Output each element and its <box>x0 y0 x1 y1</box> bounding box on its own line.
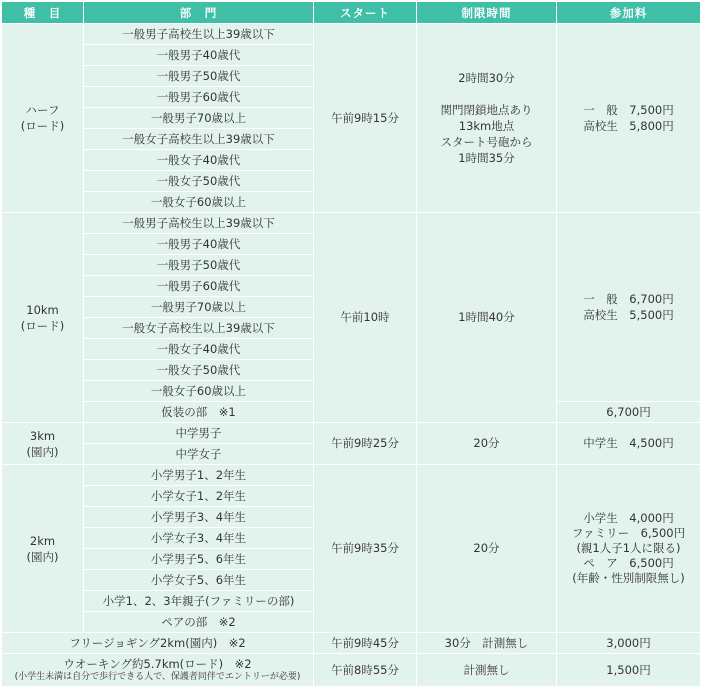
fee-10km: 一 般 6,700円 高校生 5,500円 <box>557 213 701 402</box>
header-division: 部 門 <box>84 2 314 24</box>
table-row <box>2 24 701 45</box>
table-row <box>2 654 701 687</box>
header-row <box>2 2 701 24</box>
division-cell: 一般男子50歳代 <box>84 66 314 87</box>
fee-half: 一 般 7,500円 高校生 5,800円 <box>557 24 701 213</box>
division-cell: 中学男子 <box>84 423 314 444</box>
division-cell: 小学男子3、4年生 <box>84 507 314 528</box>
limit-2km: 20分 <box>417 465 557 633</box>
division-cell: ペアの部 ※2 <box>84 612 314 633</box>
fee-jogging: 3,000円 <box>557 633 701 654</box>
division-cell: 一般男子70歳以上 <box>84 108 314 129</box>
table-row <box>2 213 701 234</box>
limit-10km: 1時間40分 <box>417 213 557 423</box>
division-cell: 一般女子50歳代 <box>84 360 314 381</box>
division-cell: 小学女子1、2年生 <box>84 486 314 507</box>
header-time-limit: 制限時間 <box>417 2 557 24</box>
division-cell: 一般女子50歳代 <box>84 171 314 192</box>
event-walking <box>2 654 314 687</box>
fee-2km: 小学生 4,000円 ファミリー 6,500円 (親1人子1人に限る) ペ ア 6,500円 (年齢・性別制限無し) <box>557 465 701 633</box>
limit-3km: 20分 <box>417 423 557 465</box>
division-cell: 小学女子3、4年生 <box>84 528 314 549</box>
header-event: 種 目 <box>2 2 84 24</box>
division-cell: 一般男子40歳代 <box>84 234 314 255</box>
start-walking: 午前8時55分 <box>314 654 417 687</box>
table-row <box>2 465 701 486</box>
entry-table <box>1 1 701 687</box>
limit-half: 2時間30分 関門閉鎖地点あり 13km地点 スタート号砲から 1時間35分 <box>417 24 557 213</box>
start-3km: 午前9時25分 <box>314 423 417 465</box>
division-cell: 小学男子5、6年生 <box>84 549 314 570</box>
fee-3km: 中学生 4,500円 <box>557 423 701 465</box>
fee-costume: 6,700円 <box>557 402 701 423</box>
division-cell: 一般女子60歳以上 <box>84 192 314 213</box>
event-10km: 10km (ロード) <box>2 213 84 423</box>
division-cell: 一般女子60歳以上 <box>84 381 314 402</box>
header-fee: 参加料 <box>557 2 701 24</box>
header-start: スタート <box>314 2 417 24</box>
division-cell: 小学1、2、3年親子(ファミリーの部) <box>84 591 314 612</box>
division-cell: 一般男子50歳代 <box>84 255 314 276</box>
start-10km: 午前10時 <box>314 213 417 423</box>
table-row <box>2 633 701 654</box>
walking-note: (小学生未満は自分で歩行できる人で、保護者同伴でエントリーが必要) <box>14 672 301 682</box>
division-cell: 一般男子40歳代 <box>84 45 314 66</box>
division-cell: 一般男子60歳代 <box>84 276 314 297</box>
walking-label: ウオーキング約5.7km(ロード) ※2 <box>63 657 252 671</box>
division-cell: 一般男子60歳代 <box>84 87 314 108</box>
event-free-jogging: フリージョギング2km(園内) ※2 <box>2 633 314 654</box>
division-cell: 仮装の部 ※1 <box>84 402 314 423</box>
division-cell: 一般女子40歳代 <box>84 339 314 360</box>
event-half: ハーフ (ロード) <box>2 24 84 213</box>
limit-jogging: 30分 計測無し <box>417 633 557 654</box>
event-2km: 2km (園内) <box>2 465 84 633</box>
division-cell: 小学女子5、6年生 <box>84 570 314 591</box>
division-cell: 中学女子 <box>84 444 314 465</box>
start-2km: 午前9時35分 <box>314 465 417 633</box>
division-cell: 一般女子40歳代 <box>84 150 314 171</box>
division-cell: 一般男子高校生以上39歳以下 <box>84 24 314 45</box>
division-cell: 一般女子高校生以上39歳以下 <box>84 129 314 150</box>
table-row <box>2 423 701 444</box>
division-cell: 一般女子高校生以上39歳以下 <box>84 318 314 339</box>
fee-walking: 1,500円 <box>557 654 701 687</box>
limit-walking: 計測無し <box>417 654 557 687</box>
division-cell: 小学男子1、2年生 <box>84 465 314 486</box>
start-half: 午前9時15分 <box>314 24 417 213</box>
division-cell: 一般男子70歳以上 <box>84 297 314 318</box>
event-3km: 3km (園内) <box>2 423 84 465</box>
start-jogging: 午前9時45分 <box>314 633 417 654</box>
division-cell: 一般男子高校生以上39歳以下 <box>84 213 314 234</box>
